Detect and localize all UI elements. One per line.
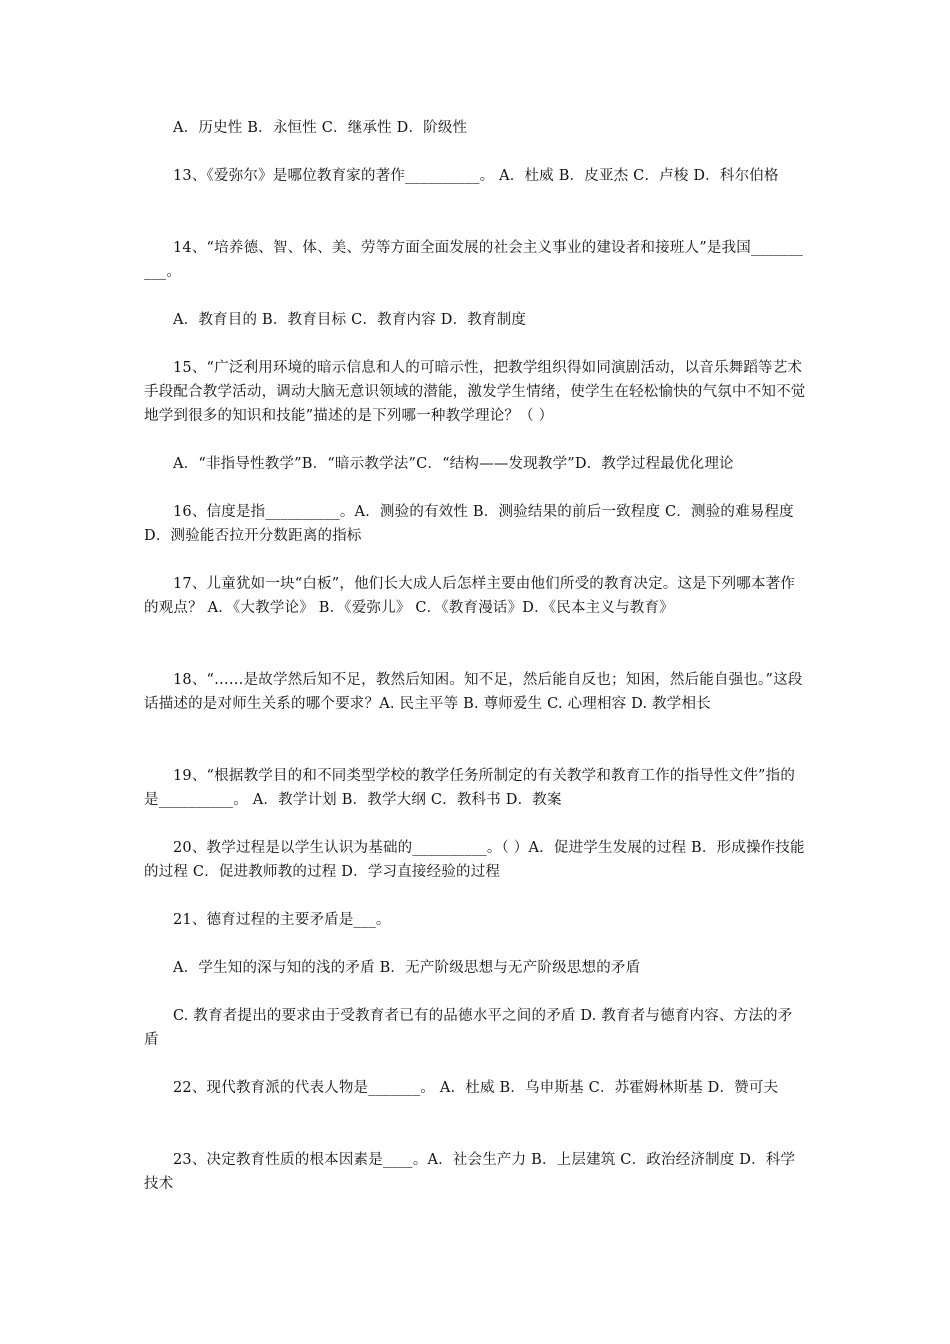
question-22: 22、现代教育派的代表人物是_______。 A．杜威 B．乌申斯基 C．苏霍姆林斯基 D．赞可夫 [173,1080,779,1096]
question-15: 15、“广泛利用环境的暗示信息和人的可暗示性，把教学组织得如同演剧活动，以音乐舞蹈等艺术手段配合教学活动，调动大脑无意识领域的潜能，激发学生情绪，使学生在轻松愉快的气氛中不知不觉地学到很多的知识和技能”描述的是下列哪一种教学理论？（ ） [144,360,806,424]
question-17: 17、儿童犹如一块“白板”，他们长大成人后怎样主要由他们所受的教育决定。这是下列哪本著作的观点？ A．《大教学论》 B．《爱弥儿》 C．《教育漫话》D．《民本主义与教育》 [144,576,796,616]
options-14: A．教育目的 B．教育目标 C．教育内容 D．教育制度 [173,312,527,328]
question-20: 20、教学过程是以学生认识为基础的__________。（ ）A．促进学生发展的过程 B．形成操作技能的过程 C．促进教师教的过程 D．学习直接经验的过程 [144,840,805,880]
options-15: A．“非指导性教学”B．“暗示教学法”C．“结构——发现教学”D．教学过程最优化理论 [173,456,734,472]
options-12: A．历史性 B．永恒性 C．继承性 D．阶级性 [173,120,468,136]
question-23: 23、决定教育性质的根本因素是____。A．社会生产力 B．上层建筑 C．政治经济制度 D．科学技术 [144,1152,796,1192]
question-21: 21、德育过程的主要矛盾是___。 [173,912,391,928]
question-18: 18、“……是故学然后知不足，教然后知困。知不足，然后能自反也；知困，然后能自强也。”这段话描述的是对师生关系的哪个要求？A. 民主平等 B. 尊师爱生 C. 心理相容 D. 教学相长 [144,672,803,712]
question-13: 13、《爱弥尔》是哪位教育家的著作__________。 A．杜威 B．皮亚杰 C．卢梭 D．科尔伯格 [173,168,779,184]
question-19: 19、“根据教学目的和不同类型学校的教学任务所制定的有关教学和教育工作的指导性文件”指的是__________。 A．教学计划 B．教学大纲 C．教科书 D．教案 [144,768,796,808]
options-21-ab: A．学生知的深与知的浅的矛盾 B．无产阶级思想与无产阶级思想的矛盾 [173,960,641,976]
options-21-cd: C. 教育者提出的要求由于受教育者已有的品德水平之间的矛盾 D. 教育者与德育内容、方法的矛盾 [144,1008,793,1048]
question-16: 16、信度是指__________。A．测验的有效性 B．测验结果的前后一致程度 C．测验的难易程度 D．测验能否拉开分数距离的指标 [144,504,794,544]
question-14: 14、“培养德、智、体、美、劳等方面全面发展的社会主义事业的建设者和接班人”是我国__________。 [144,240,804,280]
